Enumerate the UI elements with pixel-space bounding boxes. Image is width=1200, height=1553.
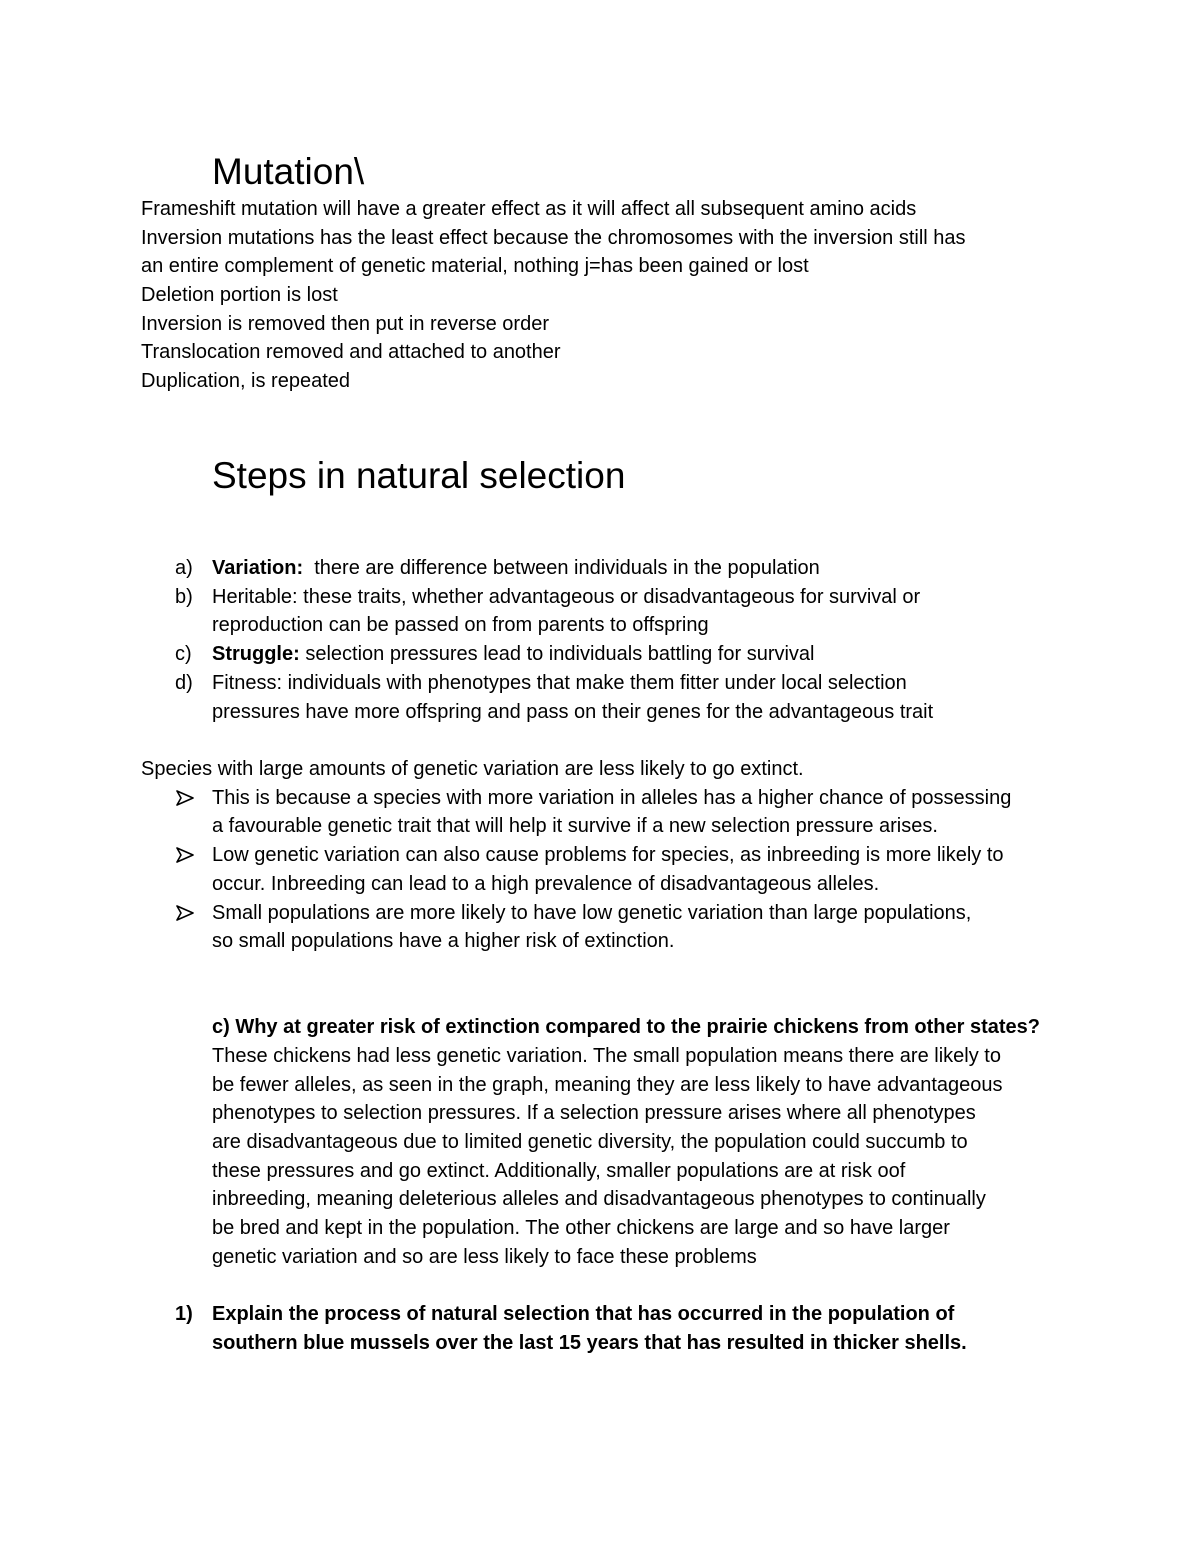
step-d-line1: Fitness: individuals with phenotypes that make them fitter under local selection — [212, 672, 907, 694]
arrowhead-bullet-icon — [176, 841, 194, 863]
answer-line: are disadvantageous due to limited genetic diversity, the population could succumb to — [212, 1131, 968, 1153]
step-a-text — [212, 554, 820, 582]
genetic-variation-intro: Species with large amounts of genetic variation are less likely to go extinct. — [141, 758, 804, 780]
arrowhead-bullet-icon — [176, 899, 194, 921]
bullet-line: Low genetic variation can also cause problems for species, as inbreeding is more likely to — [212, 844, 1004, 866]
step-term: Struggle: — [212, 643, 300, 665]
step-b-line1: Heritable: these traits, whether advantageous or disadvantageous for survival or — [212, 586, 921, 608]
step-label: d) — [175, 672, 193, 694]
step-term: Variation: — [212, 557, 304, 579]
mutation-line: Frameshift mutation will have a greater effect as it will affect all subsequent amino acids — [141, 198, 917, 220]
mutation-line: Translocation removed and attached to another — [141, 341, 561, 363]
step-description: selection pressures lead to individuals battling for survival — [299, 643, 815, 665]
question-1-label: 1) — [175, 1303, 193, 1325]
answer-line: be bred and kept in the population. The other chickens are large and so have larger — [212, 1217, 950, 1239]
answer-line: be fewer alleles, as seen in the graph, meaning they are less likely to have advantageous — [212, 1074, 1003, 1096]
bullet-line: This is because a species with more variation in alleles has a higher chance of possessing — [212, 787, 1012, 809]
mutation-line: Deletion portion is lost — [141, 284, 338, 306]
step-label: b) — [175, 586, 193, 608]
bullet-line: a favourable genetic trait that will help it survive if a new selection pressure arises. — [212, 815, 938, 837]
step-c-text — [212, 640, 815, 668]
answer-line: These chickens had less genetic variation. The small population means there are likely to — [212, 1045, 1001, 1067]
answer-line: these pressures and go extinct. Additionally, smaller populations are at risk oof — [212, 1160, 906, 1182]
answer-line: phenotypes to selection pressures. If a selection pressure arises where all phenotypes — [212, 1102, 976, 1124]
question-c-heading: c) Why at greater risk of extinction compared to the prairie chickens from other states? — [212, 1016, 1040, 1038]
step-label: a) — [175, 557, 193, 579]
question-1-line: southern blue mussels over the last 15 years that has resulted in thicker shells. — [212, 1332, 967, 1354]
step-b-line2: reproduction can be passed on from parents to offspring — [212, 614, 709, 636]
mutation-line: Inversion mutations has the least effect because the chromosomes with the inversion still has — [141, 227, 966, 249]
step-description: there are difference between individuals in the population — [303, 557, 820, 579]
mutation-line: Inversion is removed then put in reverse order — [141, 313, 549, 335]
step-label: c) — [175, 643, 192, 665]
natural-selection-heading: Steps in natural selection — [212, 455, 626, 496]
answer-line: inbreeding, meaning deleterious alleles and disadvantageous phenotypes to continually — [212, 1188, 986, 1210]
answer-line: genetic variation and so are less likely to face these problems — [212, 1246, 757, 1268]
mutation-heading: Mutation\ — [212, 151, 365, 192]
bullet-line: occur. Inbreeding can lead to a high prevalence of disadvantageous alleles. — [212, 873, 880, 895]
question-1-line: Explain the process of natural selection that has occurred in the population of — [212, 1303, 955, 1325]
bullet-line: Small populations are more likely to have low genetic variation than large populations, — [212, 902, 972, 924]
arrowhead-bullet-icon — [176, 784, 194, 806]
mutation-line: Duplication, is repeated — [141, 370, 351, 392]
mutation-line: an entire complement of genetic material, nothing j=has been gained or lost — [141, 255, 809, 277]
bullet-line: so small populations have a higher risk of extinction. — [212, 930, 675, 952]
step-d-line2: pressures have more offspring and pass on their genes for the advantageous trait — [212, 701, 934, 723]
